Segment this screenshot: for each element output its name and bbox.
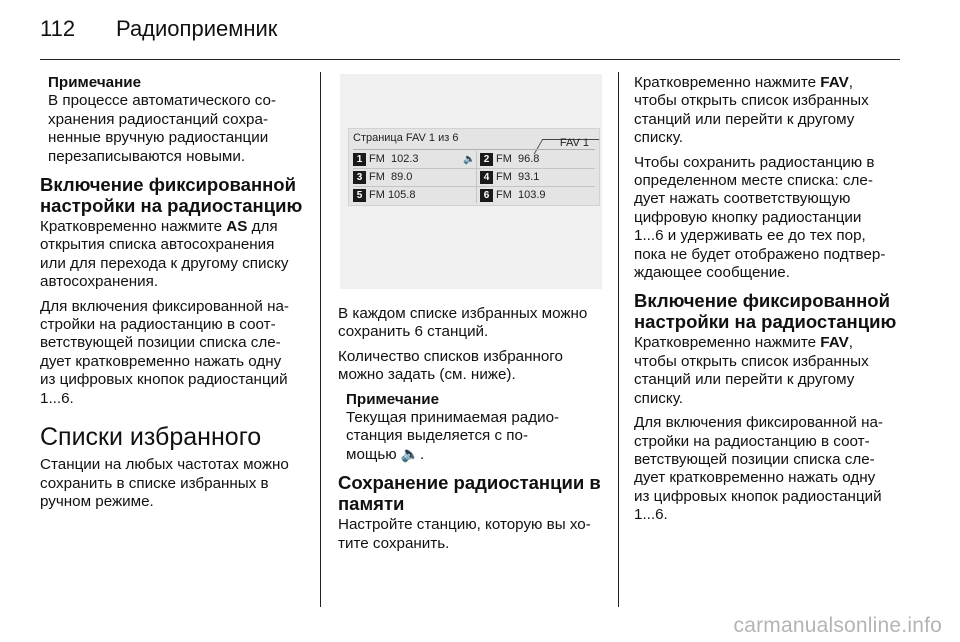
- preset-slot-1: [353, 151, 476, 168]
- heading-store-station: Сохранение радиостанции в памяти: [338, 472, 601, 515]
- note-current-station: [338, 391, 606, 465]
- text: Кратковременно нажмите: [634, 334, 821, 352]
- preset-number: 4: [480, 171, 493, 184]
- heading-fixed-tuning: Включение фиксированной настройки на радиостанцию: [40, 174, 303, 217]
- text: , чтобы открыть список избранных станций или перейти к другому списку.: [634, 334, 869, 407]
- column-3: [634, 74, 904, 531]
- text: Кратковременно нажмите: [40, 218, 227, 236]
- heading-favourites: Списки избранного: [40, 423, 262, 452]
- header-rule: [40, 59, 900, 60]
- preset-number: 3: [353, 171, 366, 184]
- preset-slot-5: [353, 187, 471, 204]
- preset-number: 1: [353, 153, 366, 166]
- paragraph-preset-buttons: Для включения фиксированной на- стройки на радиостанцию в соот- ветствующей позиции списка сле- дует кратковременно нажать одну из цифровых кнопок радиостанций 1...6.: [40, 297, 289, 407]
- note-auto-store: [40, 74, 308, 166]
- preset-frequency: FM 105.8: [369, 189, 416, 201]
- preset-frequency: FM 89.0: [369, 171, 413, 183]
- paragraph-preset-buttons: Для включения фиксированной на- стройки на радиостанцию в соот- ветствующей позиции списка сле- дует кратковременно нажать одну из цифровых кнопок радиостанций 1...6.: [634, 414, 883, 524]
- column-divider-2: [618, 72, 619, 607]
- paragraph-as-button: [40, 218, 308, 292]
- column-1: [40, 74, 308, 517]
- preset-frequency: FM 102.3: [369, 153, 419, 165]
- preset-frequency: FM 96.8: [496, 153, 540, 165]
- heading-fixed-tuning: Включение фиксированной настройки на радиостанцию: [634, 290, 897, 333]
- paragraph-store-position: Чтобы сохранить радиостанцию в определенном месте списка: сле- дует нажать соответствующую цифровую кнопку радиостанции 1...6 и удерживать ее до тех пор, пока не будет отображено подтвер- ждающее сообщение.: [634, 153, 886, 282]
- text: для открытия списка автосохранения или для перехода к другому списку автосохранения.: [40, 218, 289, 291]
- page-number: 112: [40, 16, 76, 41]
- paragraph-fav-button-2: [634, 334, 904, 408]
- as-keyword: AS: [226, 218, 248, 236]
- preset-frequency: FM 103.9: [496, 189, 546, 201]
- speaker-icon: 🔈: [400, 445, 420, 463]
- watermark: carmanualsonline.info: [733, 614, 942, 637]
- fav-keyword: FAV: [820, 334, 849, 352]
- section-title: Радиоприемник: [116, 16, 278, 41]
- preset-slot-6: [480, 187, 598, 204]
- fav-keyword: FAV: [820, 74, 849, 91]
- preset-frequency: FM 93.1: [496, 171, 540, 183]
- preset-number: 6: [480, 189, 493, 202]
- screen-rule: [353, 149, 595, 150]
- note-body: [346, 409, 606, 464]
- text: .: [419, 445, 425, 463]
- preset-slot-4: [480, 169, 598, 186]
- column-divider-1: [320, 72, 321, 607]
- text: , чтобы открыть список избранных станций или перейти к другому списку.: [634, 74, 869, 147]
- paragraph-list-count: Количество списков избранного можно задать (см. ниже).: [338, 347, 563, 384]
- favourites-screen: [348, 128, 600, 206]
- favourites-screen-figure: [340, 74, 602, 289]
- paragraph-fav-button: [634, 74, 904, 148]
- preset-slot-3: [353, 169, 471, 186]
- paragraph-favourites-intro: Станции на любых частотах можно сохранить в списке избранных в ручном режиме.: [40, 456, 289, 510]
- speaker-icon: 🔈: [463, 154, 476, 165]
- screen-title: Страница FAV 1 из 6: [353, 132, 459, 144]
- text: Кратковременно нажмите: [634, 74, 821, 91]
- column-2: [338, 74, 606, 559]
- preset-slot-2: [480, 151, 598, 168]
- note-title: Примечание: [346, 390, 440, 408]
- screen-list-label: FAV 1: [559, 137, 589, 149]
- slot-column-divider: [476, 151, 477, 203]
- paragraph-six-stations: В каждом списке избранных можно сохранить 6 станций.: [338, 305, 588, 341]
- text: Текущая принимаемая радио- станция выделяется с по- мощью: [346, 409, 560, 463]
- preset-number: 2: [480, 153, 493, 166]
- note-title: Примечание: [48, 74, 142, 91]
- preset-number: 5: [353, 189, 366, 202]
- note-body: В процессе автоматического со- хранения радиостанций сохра- ненные вручную радиостанции перезаписываются новыми.: [48, 92, 277, 165]
- paragraph-tune-station: Настройте станцию, которую вы хо- тите сохранить.: [338, 516, 591, 552]
